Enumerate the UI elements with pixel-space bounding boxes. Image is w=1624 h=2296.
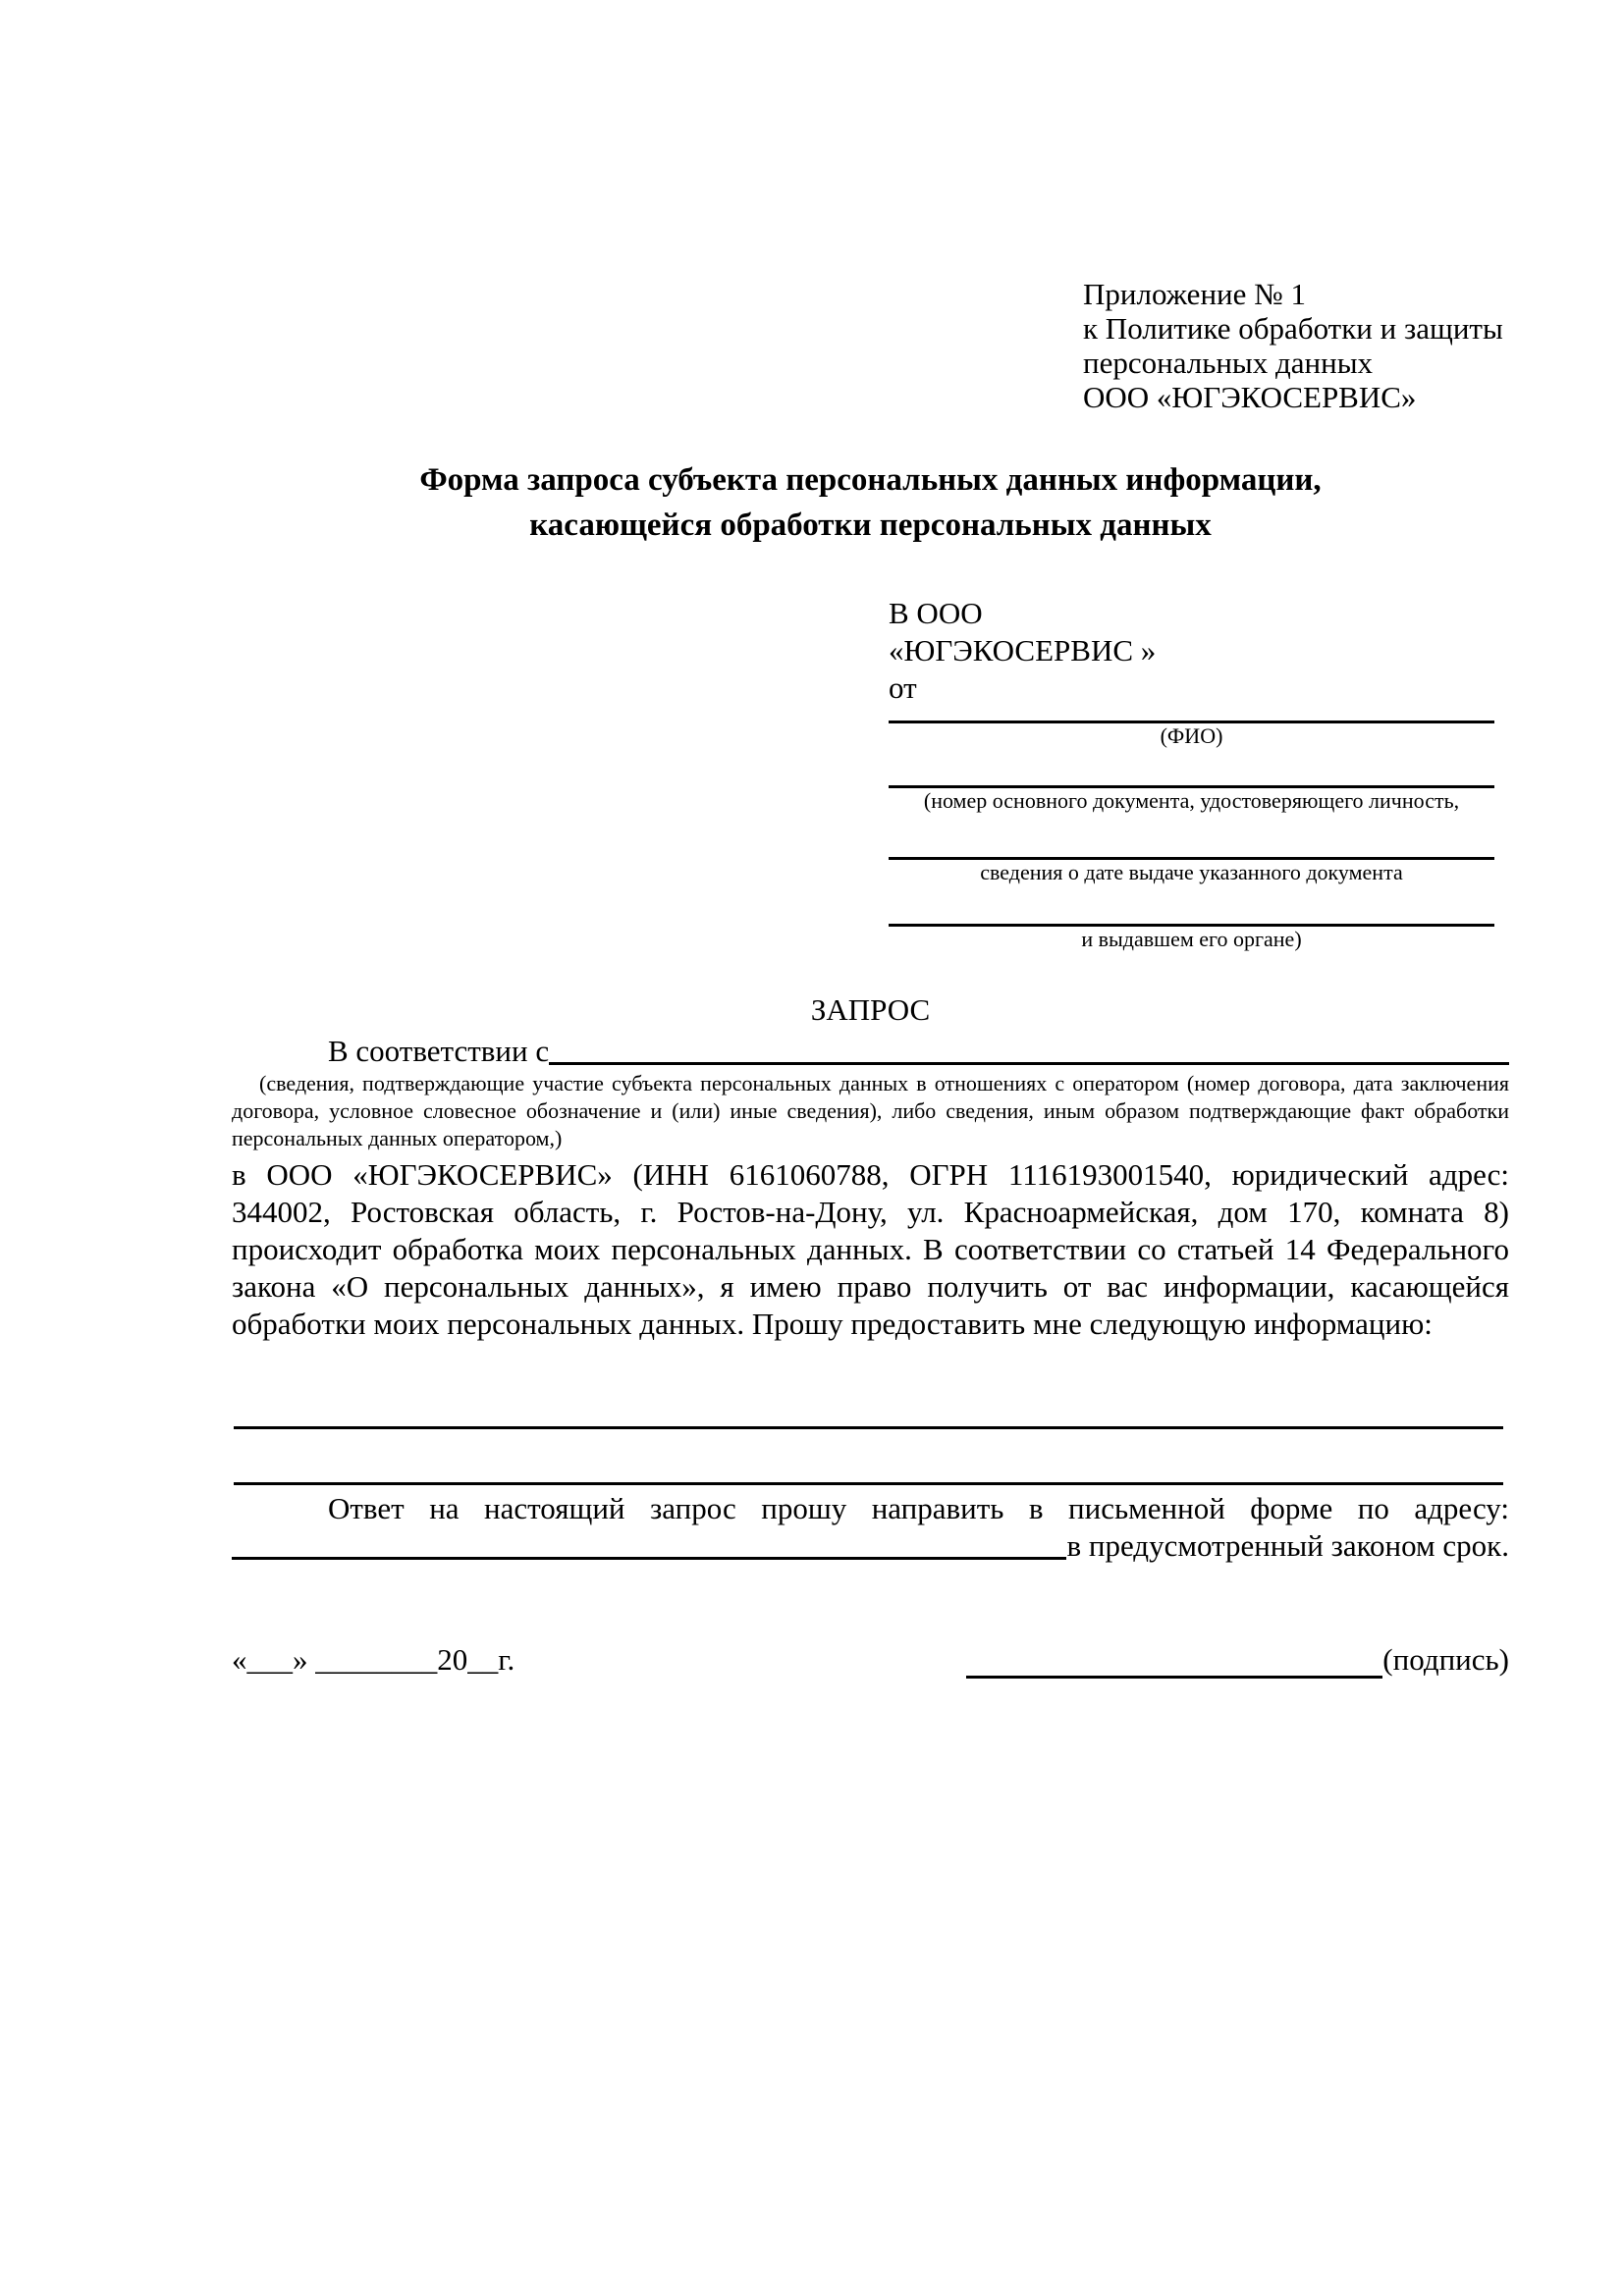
footnote-text: (сведения, подтверждающие участие субъекта персональных данных в отношениях с оператором (номер договора, дата заключения договора, условное словесное обозначение и (или) иные сведения), либо сведения, иным образом подтверждающие факт обработки персональных данных оператором,) — [232, 1071, 1509, 1150]
answer-sentence: Ответ на настоящий запрос прошу направить в письменной форме по адресу: — [328, 1491, 1509, 1525]
fio-field-line — [889, 707, 1494, 723]
annex-line-4: ООО «ЮГЭКОСЕРВИС» — [1083, 380, 1417, 414]
address-blank-line — [232, 1557, 1066, 1560]
response-blank-line-2 — [234, 1482, 1503, 1485]
document-title-line-2: касающейся обработки персональных данных — [529, 507, 1212, 543]
document-number-field-caption: (номер основного документа, удостоверяющего личность, — [923, 788, 1460, 813]
answer-suffix: в предусмотренный законом срок. — [1066, 1528, 1509, 1563]
request-heading: ЗАПРОС — [810, 992, 931, 1027]
annex-line-2: к Политике обработки и защиты — [1083, 311, 1503, 346]
annex-reference-block — [1083, 277, 1503, 414]
response-blank-line-1 — [234, 1426, 1503, 1429]
issuing-authority-field-line — [889, 885, 1494, 927]
addressee-line-2: «ЮГЭКОСЕРВИС » — [889, 633, 1157, 667]
signature-caption: (подпись) — [1382, 1642, 1509, 1677]
document-title — [232, 457, 1509, 548]
body-paragraph: в ООО «ЮГЭКОСЕРВИС» (ИНН 6161060788, ОГРН 1116193001540, юридический адрес: 344002, Ростовская область, г. Ростов-на-Дону, ул. Красноармейская, дом 170, комната 8) происходит обработка моих персональных данных. В соответствии со статьей 14 Федерального закона «О персональных данных», я имею право получить от вас информации, касающейся обработки моих персональных данных. Прошу предоставить мне следующую информацию: — [232, 1157, 1509, 1341]
intro-prefix: В соответствии с — [328, 1034, 550, 1068]
answer-address-line — [232, 1527, 1509, 1565]
addressee-block — [889, 595, 1494, 952]
issue-date-field-line — [889, 814, 1494, 860]
issue-date-field-caption: сведения о дате выдаче указанного документа — [980, 860, 1403, 884]
addressee-line-1: В ООО — [889, 596, 983, 630]
date-line: «___» ________20__г. — [232, 1642, 515, 1677]
annex-line-3: персональных данных — [1083, 346, 1374, 380]
intro-line — [232, 1033, 1509, 1070]
issuing-authority-field-caption: и выдавшем его органе) — [1081, 927, 1302, 951]
addressee-line-3: от — [889, 670, 917, 705]
signature-area — [966, 1641, 1509, 1679]
intro-blank-line — [549, 1062, 1509, 1065]
annex-line-1: Приложение № 1 — [1083, 277, 1306, 311]
fio-field-caption: (ФИО) — [1160, 723, 1223, 748]
signature-blank-line — [966, 1644, 1382, 1679]
document-title-line-1: Форма запроса субъекта персональных данных информации, — [419, 462, 1322, 498]
signature-row — [232, 1641, 1509, 1679]
document-number-field-line — [889, 749, 1494, 788]
